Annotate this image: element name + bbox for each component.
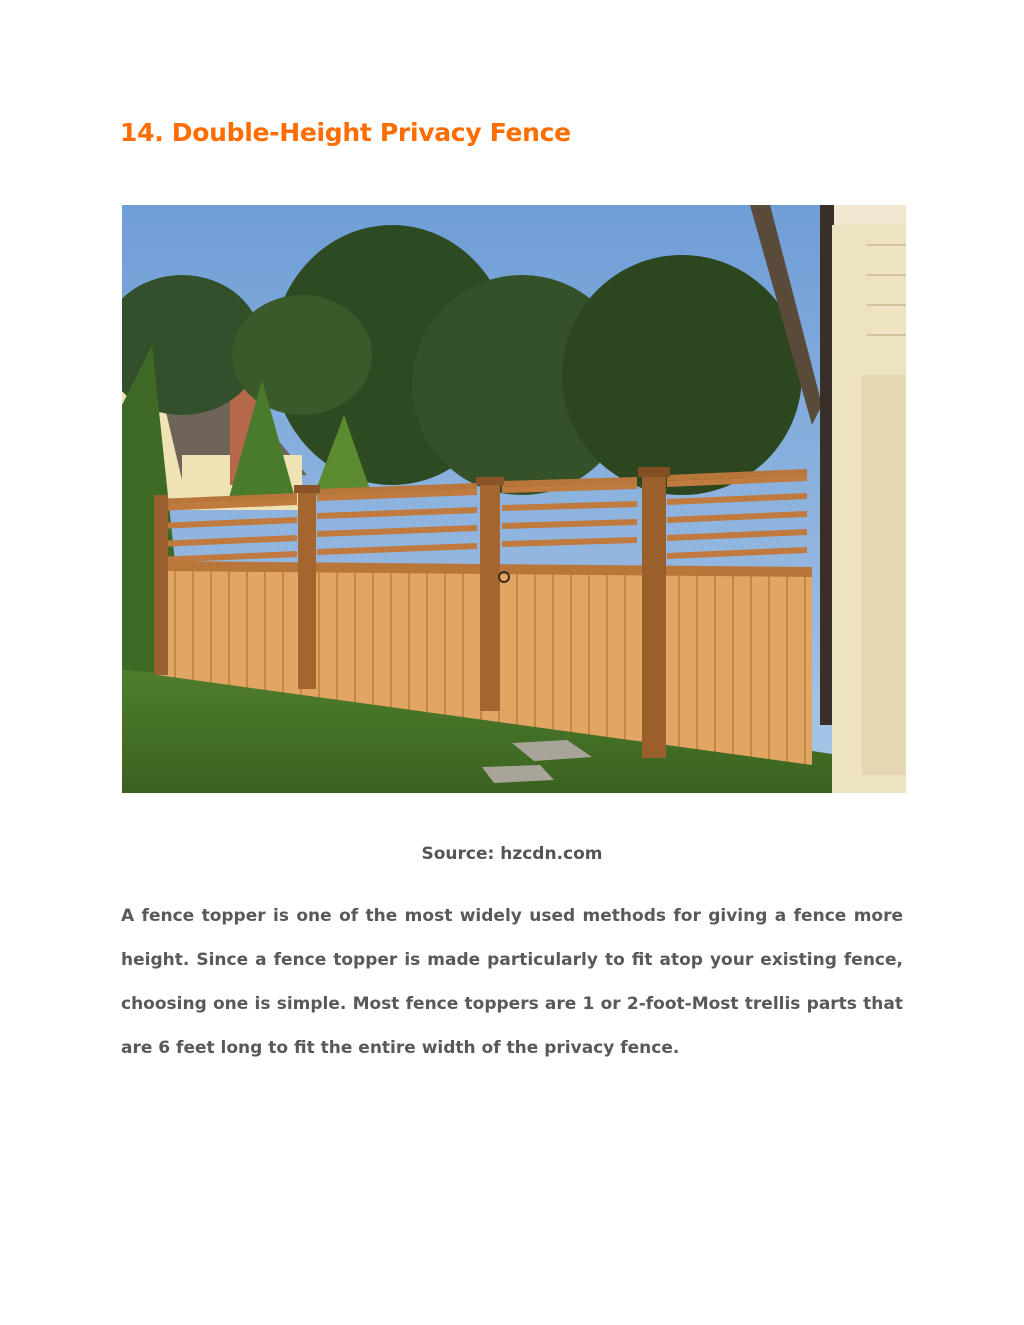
fence-photo xyxy=(122,205,906,793)
fence-illustration xyxy=(122,205,906,793)
article-heading: 14. Double-Height Privacy Fence xyxy=(120,118,571,147)
body-paragraph: A fence topper is one of the most widely used methods for giving a fence more height. Since a fence topper is made particularly to fit atop your existing fence, choosing one is simple. Most fence toppers are 1 or 2-foot-Most trellis parts that are 6 feet long to fit the entire width of the privacy fence. xyxy=(121,906,903,1058)
image-source-caption: Source: hzcdn.com xyxy=(421,844,603,864)
